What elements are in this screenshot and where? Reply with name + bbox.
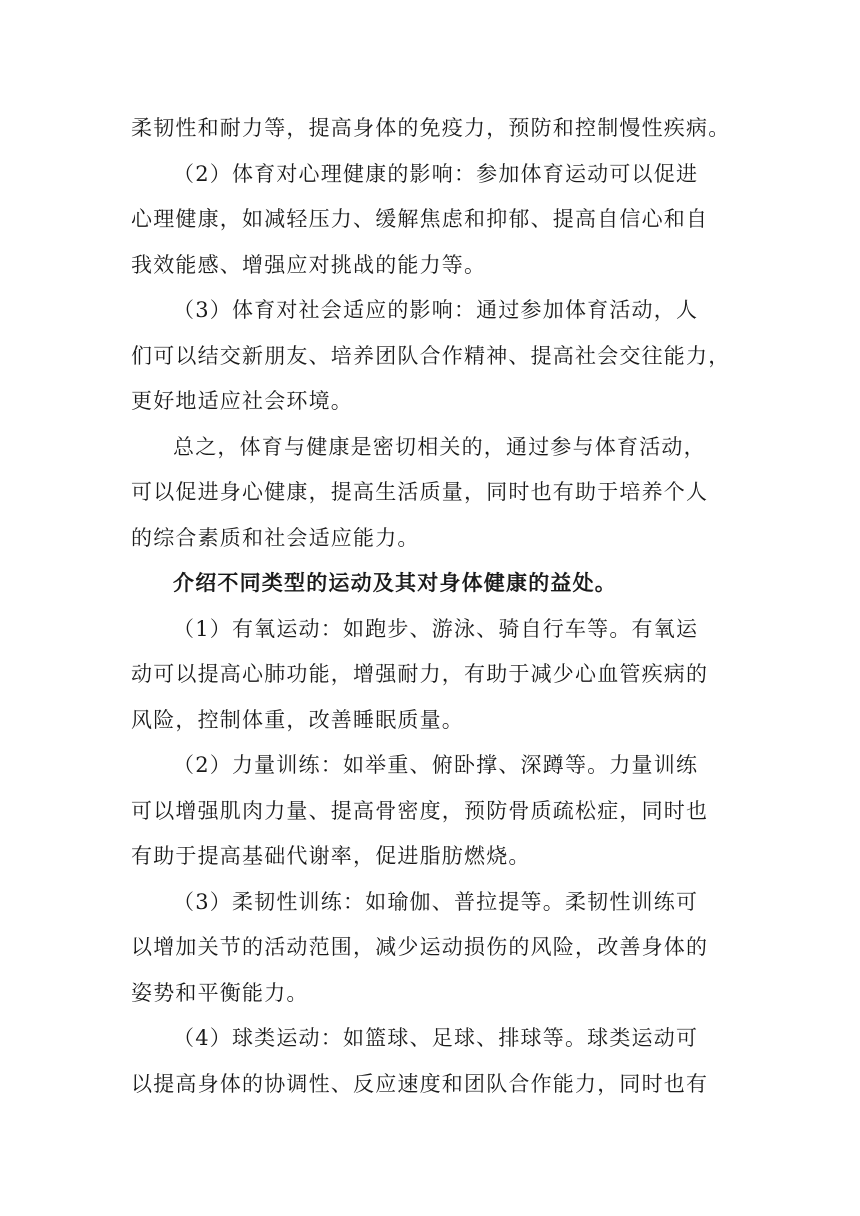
text-line: 的综合素质和社会适应能力。 [131, 525, 420, 550]
text-line: 心理健康，如减轻压力、缓解焦虑和抑郁、提高自信心和自 [131, 207, 709, 231]
text-line: （1）有氧运动：如跑步、游泳、骑自行车等。有氧运 [173, 616, 699, 641]
text-line: （3）柔韧性训练：如瑜伽、普拉提等。柔韧性训练可 [173, 889, 699, 914]
text-line: 动可以提高心肺功能，增强耐力，有助于减少心血管疾病的 [131, 662, 709, 686]
text-line: 可以增强肌肉力量、提高骨密度，预防骨质疏松症，同时也 [131, 798, 709, 823]
text-line: 有助于提高基础代谢率，促进脂肪燃烧。 [131, 844, 531, 868]
paragraph-mental-health [131, 152, 731, 289]
text-line: 可以促进身心健康，提高生活质量，同时也有助于培养个人 [131, 480, 709, 504]
paragraph-aerobic-exercise [131, 607, 731, 744]
text-line: （4）球类运动：如篮球、足球、排球等。球类运动可 [173, 1026, 699, 1050]
text-line: 姿势和平衡能力。 [131, 980, 309, 1005]
text-line: 更好地适应社会环境。 [131, 389, 353, 413]
section-heading: 介绍不同类型的运动及其对身体健康的益处。 [173, 571, 617, 595]
paragraph-ball-sports [131, 1016, 731, 1107]
paragraph-flexibility-training [131, 880, 731, 1017]
text-line: 总之，体育与健康是密切相关的，通过参与体育活动， [173, 434, 706, 459]
text-line: 风险，控制体重，改善睡眠质量。 [131, 707, 464, 732]
paragraph-strength-training [131, 743, 731, 880]
text-line: 我效能感、增强应对挑战的能力等。 [131, 252, 487, 277]
document-body [131, 106, 731, 1107]
text-line: 以增加关节的活动范围，减少运动损伤的风险，改善身体的 [131, 935, 709, 959]
text-line: （2）体育对心理健康的影响：参加体育运动可以促进 [173, 161, 699, 186]
text-line: （2）力量训练：如举重、俯卧撑、深蹲等。力量训练 [173, 753, 699, 777]
paragraph-summary [131, 425, 731, 562]
paragraph-social-adaptation [131, 288, 731, 425]
paragraph-physical-health-tail [131, 106, 731, 152]
text-line: 以提高身体的协调性、反应速度和团队合作能力，同时也有 [131, 1071, 709, 1096]
text-line: （3）体育对社会适应的影响：通过参加体育活动，人 [173, 298, 699, 322]
text-line: 们可以结交新朋友、培养团队合作精神、提高社会交往能力， [131, 343, 731, 368]
text-line: 柔韧性和耐力等，提高身体的免疫力，预防和控制慢性疾病。 [131, 116, 731, 140]
